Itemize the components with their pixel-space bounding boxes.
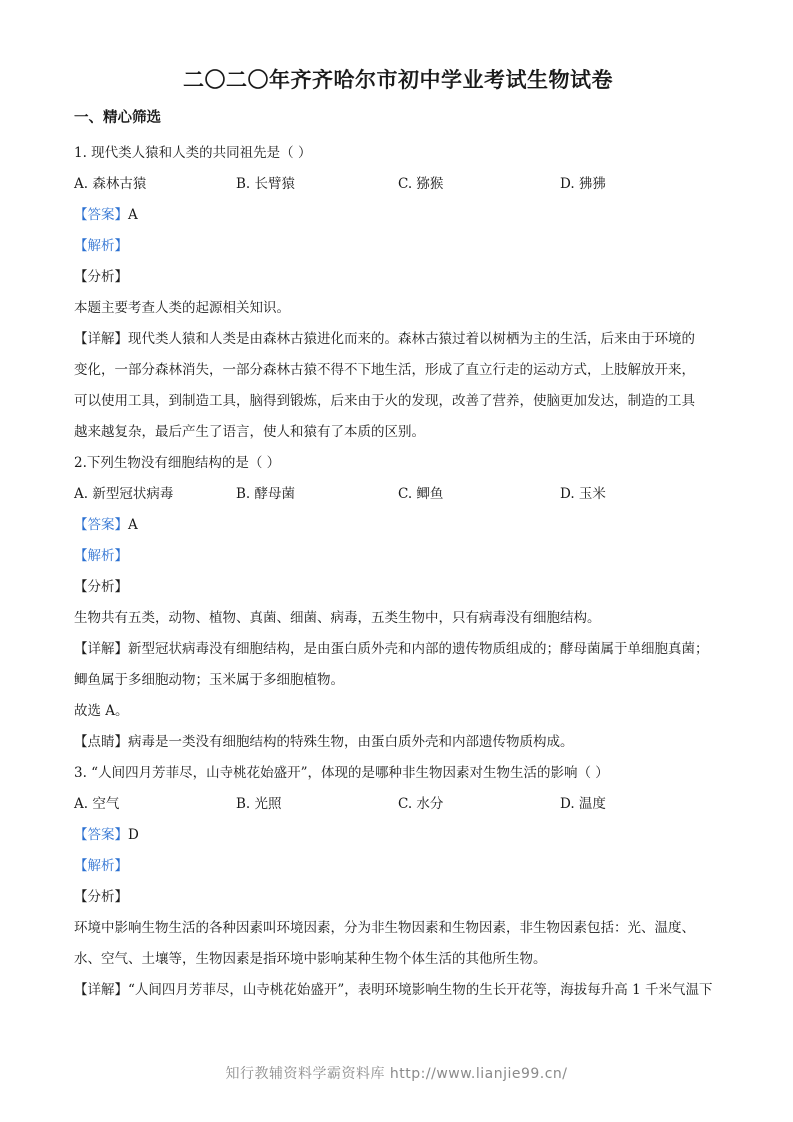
fenxi-text: 生物共有五类，动物、植物、真菌、细菌、病毒，五类生物中，只有病毒没有细胞结构。 [74, 610, 601, 626]
fenxi-line: 环境中影响生物生活的各种因素叫环境因素，分为非生物因素和生物因素，非生物因素包括：光、温度、 [74, 920, 695, 936]
fenxi-tag: 【分析】 [74, 889, 128, 905]
answer-tag: 【答案】 [74, 827, 128, 843]
option-c: C. 猕猴 [398, 176, 444, 192]
section-title: 一、精心筛选 [74, 110, 161, 126]
detail-text: 新型冠状病毒没有细胞结构，是由蛋白质外壳和内部的遗传物质组成的；酵母菌属于单细胞真菌； [128, 641, 709, 657]
detail-block [74, 324, 722, 448]
question-1 [74, 138, 722, 448]
option-b: B. 光照 [236, 796, 282, 812]
document-title: 二〇二〇年齐齐哈尔市初中学业考试生物试卷 [183, 68, 613, 92]
answer-line [74, 200, 722, 231]
option-d: D. 温度 [560, 796, 606, 812]
analysis-tag: 【解析】 [74, 238, 128, 254]
answer-tag: 【答案】 [74, 517, 128, 533]
fenxi-text: 本题主要考查人类的起源相关知识。 [74, 300, 290, 316]
option-list [74, 169, 722, 200]
option-a: A. 森林古猿 [74, 176, 147, 192]
detail-block [74, 634, 722, 696]
analysis-line [74, 231, 722, 262]
fenxi-tag: 【分析】 [74, 579, 128, 595]
dianjing-text: 病毒是一类没有细胞结构的特殊生物，由蛋白质外壳和内部遗传物质构成。 [128, 734, 574, 750]
fenxi-tag: 【分析】 [74, 269, 128, 285]
question-2 [74, 448, 722, 758]
option-d: D. 玉米 [560, 486, 606, 502]
detail-line [74, 634, 722, 665]
detail-line [74, 975, 722, 1006]
detail-line [74, 324, 722, 355]
option-b: B. 长臂猿 [236, 176, 296, 192]
answer-value: A [128, 207, 138, 223]
answer-value: D [128, 827, 139, 843]
option-b: B. 酵母菌 [236, 486, 296, 502]
question-stem: 2.下列生物没有细胞结构的是（ ） [74, 455, 281, 471]
answer-line [74, 820, 722, 851]
answer-tag: 【答案】 [74, 207, 128, 223]
option-list [74, 479, 722, 510]
option-a: A. 新型冠状病毒 [74, 486, 174, 502]
question-stem: 3. “人间四月芳菲尽，山寺桃花始盛开”，体现的是哪种非生物因素对生物生活的影响（ ） [74, 765, 609, 781]
option-a: A. 空气 [74, 796, 120, 812]
option-c: C. 鲫鱼 [398, 486, 444, 502]
dianjing-line [74, 727, 722, 758]
footer-watermark: 知行教辅资料学霸资料库 http://www.lianjie99.cn/ [225, 1066, 568, 1082]
detail-line: 鲫鱼属于多细胞动物；玉米属于多细胞植物。 [74, 672, 344, 688]
option-list [74, 789, 722, 820]
detail-line: 变化，一部分森林消失，一部分森林古猿不得不下地生活，形成了直立行走的运动方式，上肢解放开来， [74, 362, 695, 378]
document-page [74, 66, 722, 1006]
fenxi-line: 水、空气、土壤等，生物因素是指环境中影响某种生物个体生活的其他所生物。 [74, 951, 547, 967]
question-stem: 1. 现代类人猿和人类的共同祖先是（ ） [74, 145, 312, 161]
analysis-line [74, 851, 722, 882]
analysis-tag: 【解析】 [74, 548, 128, 564]
detail-line: 可以使用工具，到制造工具，脑得到锻炼，后来由于火的发现，改善了营养，使脑更加发达，制造的工具 [74, 393, 695, 409]
answer-line [74, 510, 722, 541]
detail-line: 越来越复杂，最后产生了语言，使人和猿有了本质的区别。 [74, 424, 425, 440]
option-d: D. 狒狒 [560, 176, 606, 192]
detail-tag: 【详解】 [74, 982, 128, 998]
analysis-line [74, 541, 722, 572]
option-c: C. 水分 [398, 796, 444, 812]
detail-text: 现代类人猿和人类是由森林古猿进化而来的。森林古猿过着以树栖为主的生活，后来由于环境的 [128, 331, 695, 347]
answer-value: A [128, 517, 138, 533]
dianjing-tag: 【点睛】 [74, 734, 128, 750]
question-3 [74, 758, 722, 1006]
detail-tag: 【详解】 [74, 641, 128, 657]
detail-text: “人间四月芳菲尽，山寺桃花始盛开”，表明环境影响生物的生长开花等，海拔每升高 1 千米气温下 [128, 982, 713, 998]
conclusion: 故选 A。 [74, 703, 129, 719]
detail-tag: 【详解】 [74, 331, 128, 347]
analysis-tag: 【解析】 [74, 858, 128, 874]
